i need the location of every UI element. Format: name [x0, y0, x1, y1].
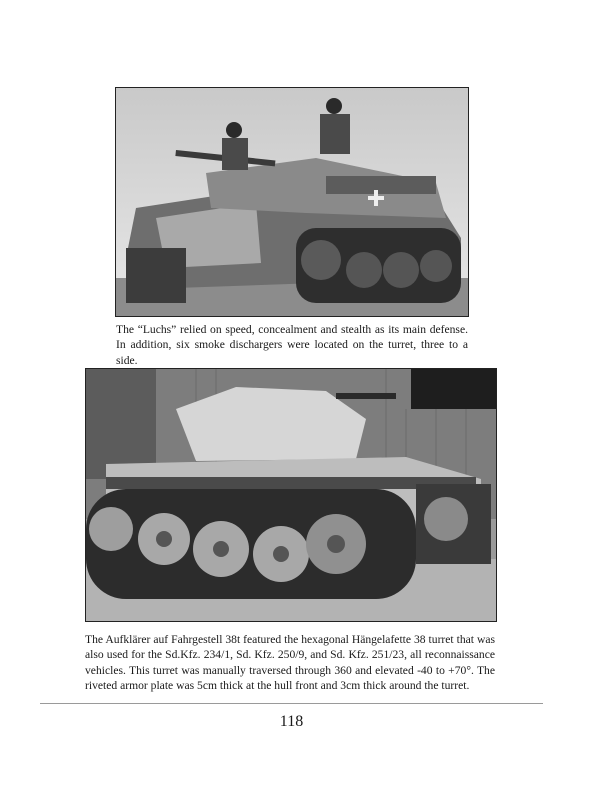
caption-aufklaerer: The Aufklärer auf Fahrgestell 38t featured the hexagonal Hängelafette 38 turret that was also used for the Sd.Kfz. 234/1, Sd. Kfz. 250/9, and Sd. Kfz. 251/23, all reconnaissance vehicles. This turret was manually traversed through 360 and elevated -40 to +70°. The riveted armor plate was 5cm thick at the hull front and 3cm thick around the turret. — [85, 633, 495, 692]
page-number: 118 — [279, 713, 304, 730]
photo-luchs-tank — [115, 87, 469, 317]
footer-rule — [40, 703, 543, 704]
caption-luchs: The “Luchs” relied on speed, concealment and stealth as its main defense. In addition, six smoke dischargers were located on the turret, three to a side. — [116, 323, 468, 367]
luchs-tank-image — [116, 88, 468, 316]
aufklaerer-tank-image — [86, 369, 496, 621]
photo-aufklaerer-38t — [85, 368, 497, 622]
